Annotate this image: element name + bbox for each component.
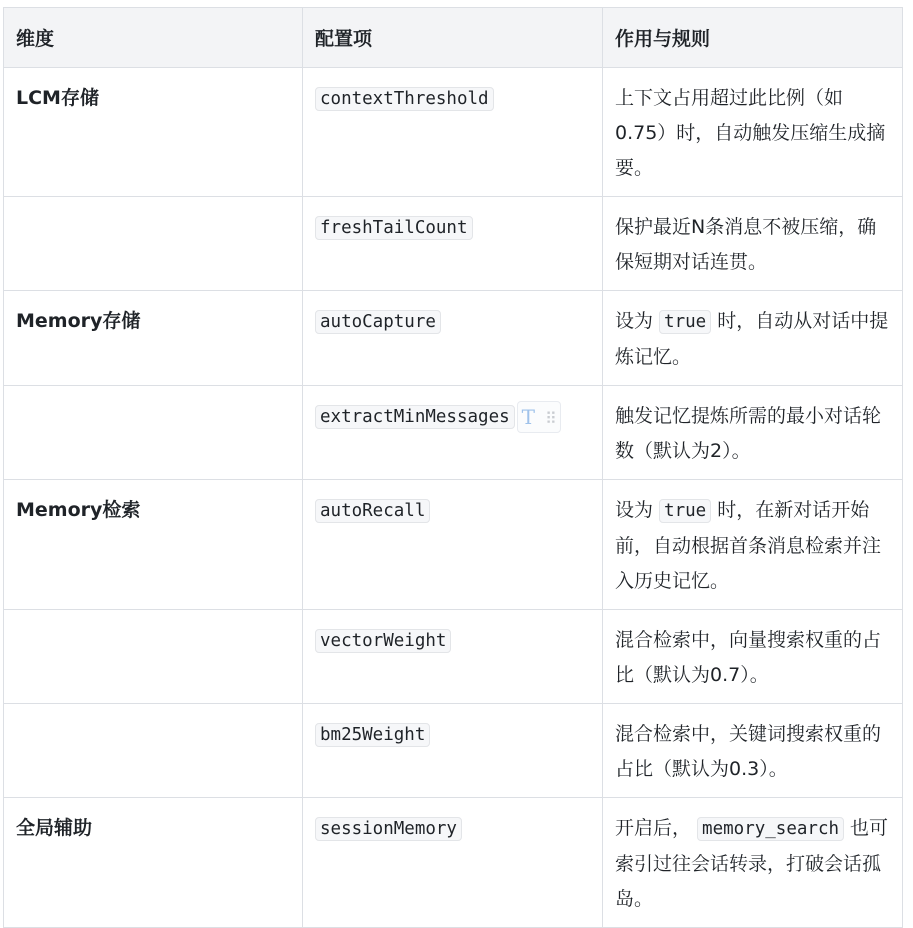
rule-text: 时，自动从对话中提炼记忆。 xyxy=(615,310,889,368)
config-key: sessionMemory xyxy=(315,817,462,841)
dimension-cell: LCM存储 xyxy=(4,68,303,197)
config-cell xyxy=(303,610,603,704)
header-dimension: 维度 xyxy=(4,8,303,68)
config-cell xyxy=(303,197,603,291)
dimension-cell: Memory检索 xyxy=(4,480,303,610)
text-format-icon[interactable]: T xyxy=(521,404,535,429)
rule-text: 保护最近N条消息不被压缩，确保短期对话连贯。 xyxy=(615,216,877,273)
dimension-cell: Memory存储 xyxy=(4,291,303,386)
table-row xyxy=(4,610,903,704)
table-row xyxy=(4,291,903,386)
rule-text: 开启后， xyxy=(615,817,698,839)
rule-cell xyxy=(603,291,903,386)
floating-toolbar[interactable] xyxy=(517,401,561,433)
rule-text: 混合检索中，向量搜索权重的占比（默认为0.7）。 xyxy=(615,629,882,686)
config-key: extractMinMessages xyxy=(315,405,515,429)
header-config: 配置项 xyxy=(303,8,603,68)
config-key: freshTailCount xyxy=(315,216,473,240)
rule-cell xyxy=(603,610,903,704)
dimension-cell xyxy=(4,386,303,480)
table-row xyxy=(4,798,903,928)
header-rules: 作用与规则 xyxy=(603,8,903,68)
config-key: autoRecall xyxy=(315,499,430,523)
dimension-cell xyxy=(4,197,303,291)
rule-text: 上下文占用超过此比例（如0.75）时，自动触发压缩生成摘要。 xyxy=(615,87,886,179)
rule-cell xyxy=(603,386,903,480)
rule-cell xyxy=(603,68,903,197)
dimension-cell xyxy=(4,704,303,798)
inline-code: memory_search xyxy=(697,817,844,841)
dimension-cell xyxy=(4,610,303,704)
rule-text: 时，在新对话开始前，自动根据首条消息检索并注入历史记忆。 xyxy=(615,499,882,592)
config-cell xyxy=(303,480,603,610)
rule-cell xyxy=(603,704,903,798)
inline-code: true xyxy=(659,310,711,334)
inline-code: true xyxy=(659,499,711,523)
config-table xyxy=(3,7,903,928)
config-key: bm25Weight xyxy=(315,723,430,747)
rule-text: 触发记忆提炼所需的最小对话轮数（默认为2）。 xyxy=(615,405,882,462)
config-cell xyxy=(303,386,603,480)
table-row xyxy=(4,480,903,610)
rule-cell xyxy=(603,798,903,928)
config-cell xyxy=(303,68,603,197)
rule-cell xyxy=(603,480,903,610)
rule-text: 设为 xyxy=(615,499,660,521)
table-row xyxy=(4,386,903,480)
config-key: vectorWeight xyxy=(315,629,451,653)
dimension-cell: 全局辅助 xyxy=(4,798,303,928)
rule-text: 也可索引过往会话转录，打破会话孤岛。 xyxy=(615,817,889,910)
table-row xyxy=(4,197,903,291)
config-key: contextThreshold xyxy=(315,87,494,111)
table-row xyxy=(4,704,903,798)
config-cell xyxy=(303,704,603,798)
drag-handle-icon[interactable]: ⠿ xyxy=(545,408,556,428)
config-table-container xyxy=(3,7,902,928)
rule-text: 混合检索中，关键词搜索权重的占比（默认为0.3）。 xyxy=(615,723,882,780)
rule-cell xyxy=(603,197,903,291)
rule-text: 设为 xyxy=(615,310,660,332)
config-cell xyxy=(303,291,603,386)
table-header-row xyxy=(4,8,903,68)
config-key: autoCapture xyxy=(315,310,441,334)
config-cell xyxy=(303,798,603,928)
table-row xyxy=(4,68,903,197)
